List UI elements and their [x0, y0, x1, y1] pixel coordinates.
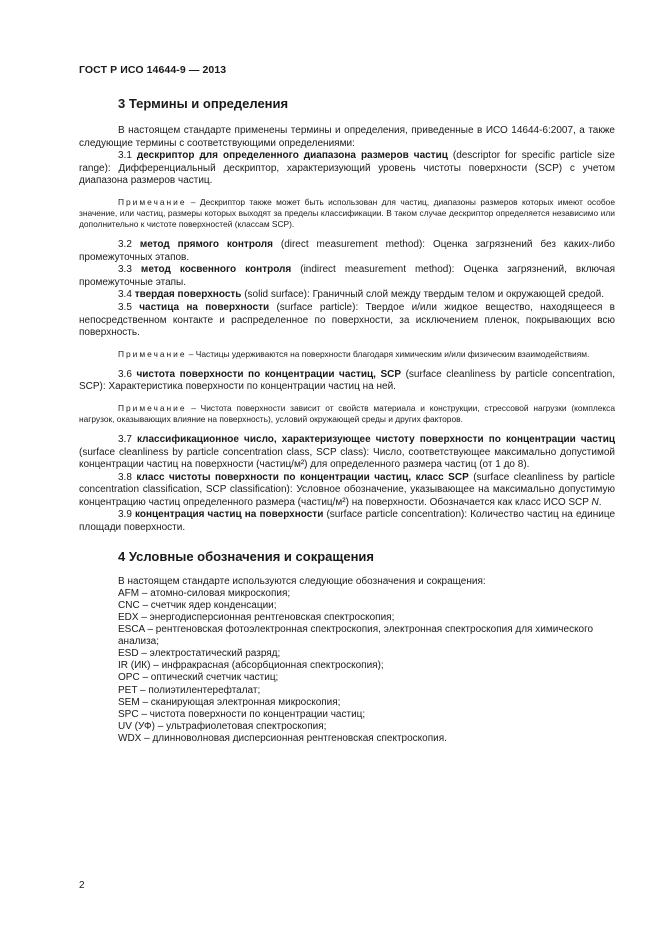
- list-item: PET – полиэтилентерефталат;: [118, 684, 261, 696]
- list-item: ESD – электростатический разряд;: [118, 648, 281, 660]
- document-header: ГОСТ Р ИСО 14644-9 — 2013: [79, 64, 227, 76]
- list-item: OPC – оптический счетчик частиц;: [118, 672, 279, 684]
- list-item: IR (ИК) – инфракрасная (абсорбционная спектроскопия);: [118, 660, 384, 672]
- section-4-intro: В настоящем стандарте используются следующие обозначения и сокращения:: [118, 575, 486, 587]
- list-item: SEM – сканирующая электронная микроскопия;: [118, 696, 341, 708]
- term-3-7: 3.7 классификационное число, характеризующее чистоту поверхности по концентрации частиц (surface cleanliness by particle concentration class, SCP class): Число, соответствующее максимально допустимой концентрации частиц на поверхности (частиц/м²) для определенного размера частиц (от 1 до 8).: [79, 433, 615, 471]
- term-3-2: 3.2 метод прямого контроля (direct measurement method): Оценка загрязнений без каких-либо промежуточных этапов.: [79, 238, 615, 263]
- term-3-1: 3.1 дескриптор для определенного диапазона размеров частиц (descriptor for specific particle size range): Дифференциальный дескриптор, характеризующий уровень чистоты поверхности (SCP) с учетом диапазона размеров частиц.: [79, 150, 615, 187]
- list-item: SPC – чистота поверхности по концентрации частиц;: [118, 708, 366, 720]
- section-3-title: 3 Термины и определения: [118, 96, 289, 111]
- term-3-6: 3.6 чистота поверхности по концентрации частиц, SCP (surface cleanliness by particle concentration, SCP): Характеристика поверхности по концентрации частиц на ней.: [79, 368, 615, 393]
- term-3-8: 3.8 класс чистоты поверхности по концентрации частиц, класс SCP (surface cleanliness by particle concentration classification, SCP classification): Условное обозначение, указывающее на максимально допустимую концентрацию частиц определенного размера (частиц/м²) на поверхности. Обозначается как класс ИСО SCP N.: [79, 471, 615, 508]
- page-number: 2: [79, 880, 85, 891]
- section-3-intro: В настоящем стандарте применены термины и определения, приведенные в ИСО 14644-6:2007, а также следующие термины с соответствующими определениями:: [79, 125, 615, 149]
- note-2: Примечание – Частицы удерживаются на поверхности благодаря химическим и/или физическим взаимодействиям.: [118, 348, 590, 359]
- list-item: EDX – энергодисперсионная рентгеновская спектроскопия;: [118, 611, 395, 623]
- list-item: AFM – атомно-силовая микроскопия;: [118, 587, 291, 599]
- term-3-5: 3.5 частица на поверхности (surface particle): Твердое и/или жидкое вещество, находящееся в непосредственном контакте и распределенное по поверхности, за исключением пленок, покрывающих всю поверхность.: [79, 301, 615, 339]
- term-3-9: 3.9 концентрация частиц на поверхности (surface particle concentration): Количество частиц на единице площади поверхности.: [79, 509, 615, 534]
- note-3: Примечание – Чистота поверхности зависит от свойств материала и конструкции, стрессовой нагрузки (комплекса нагрузок, оказывающих влияние на поверхность), условий окружающей среды и других факторов.: [79, 402, 615, 424]
- term-3-3: 3.3 метод косвенного контроля (indirect measurement method): Оценка загрязнений, включая промежуточные этапы.: [79, 264, 615, 288]
- list-item: WDX – длинноволновая дисперсионная рентгеновская спектроскопия.: [118, 732, 447, 744]
- page-content: [79, 96, 615, 745]
- term-3-4: 3.4 твердая поверхность (solid surface): Граничный слой между твердым телом и окружающей средой.: [118, 289, 604, 301]
- note-1: Примечание – Дескриптор также может быть использован для частиц, диапазоны размеров которых имеют особое значение, или частиц, размеры которых выходят за пределы классификации. В таком случае дескриптор определяется независимо или дополнительно к чистоте поверхностей (классам SCP).: [79, 196, 615, 229]
- list-item: CNC – счетчик ядер конденсации;: [118, 599, 277, 611]
- list-item: UV (УФ) – ультрафиолетовая спектроскопия;: [118, 720, 327, 732]
- abbreviations-list: [118, 576, 615, 745]
- section-4-title: 4 Условные обозначения и сокращения: [118, 548, 375, 564]
- list-item: ESCA – рентгеновская фотоэлектронная спектроскопия, электронная спектроскопия для химического анализа;: [118, 624, 594, 648]
